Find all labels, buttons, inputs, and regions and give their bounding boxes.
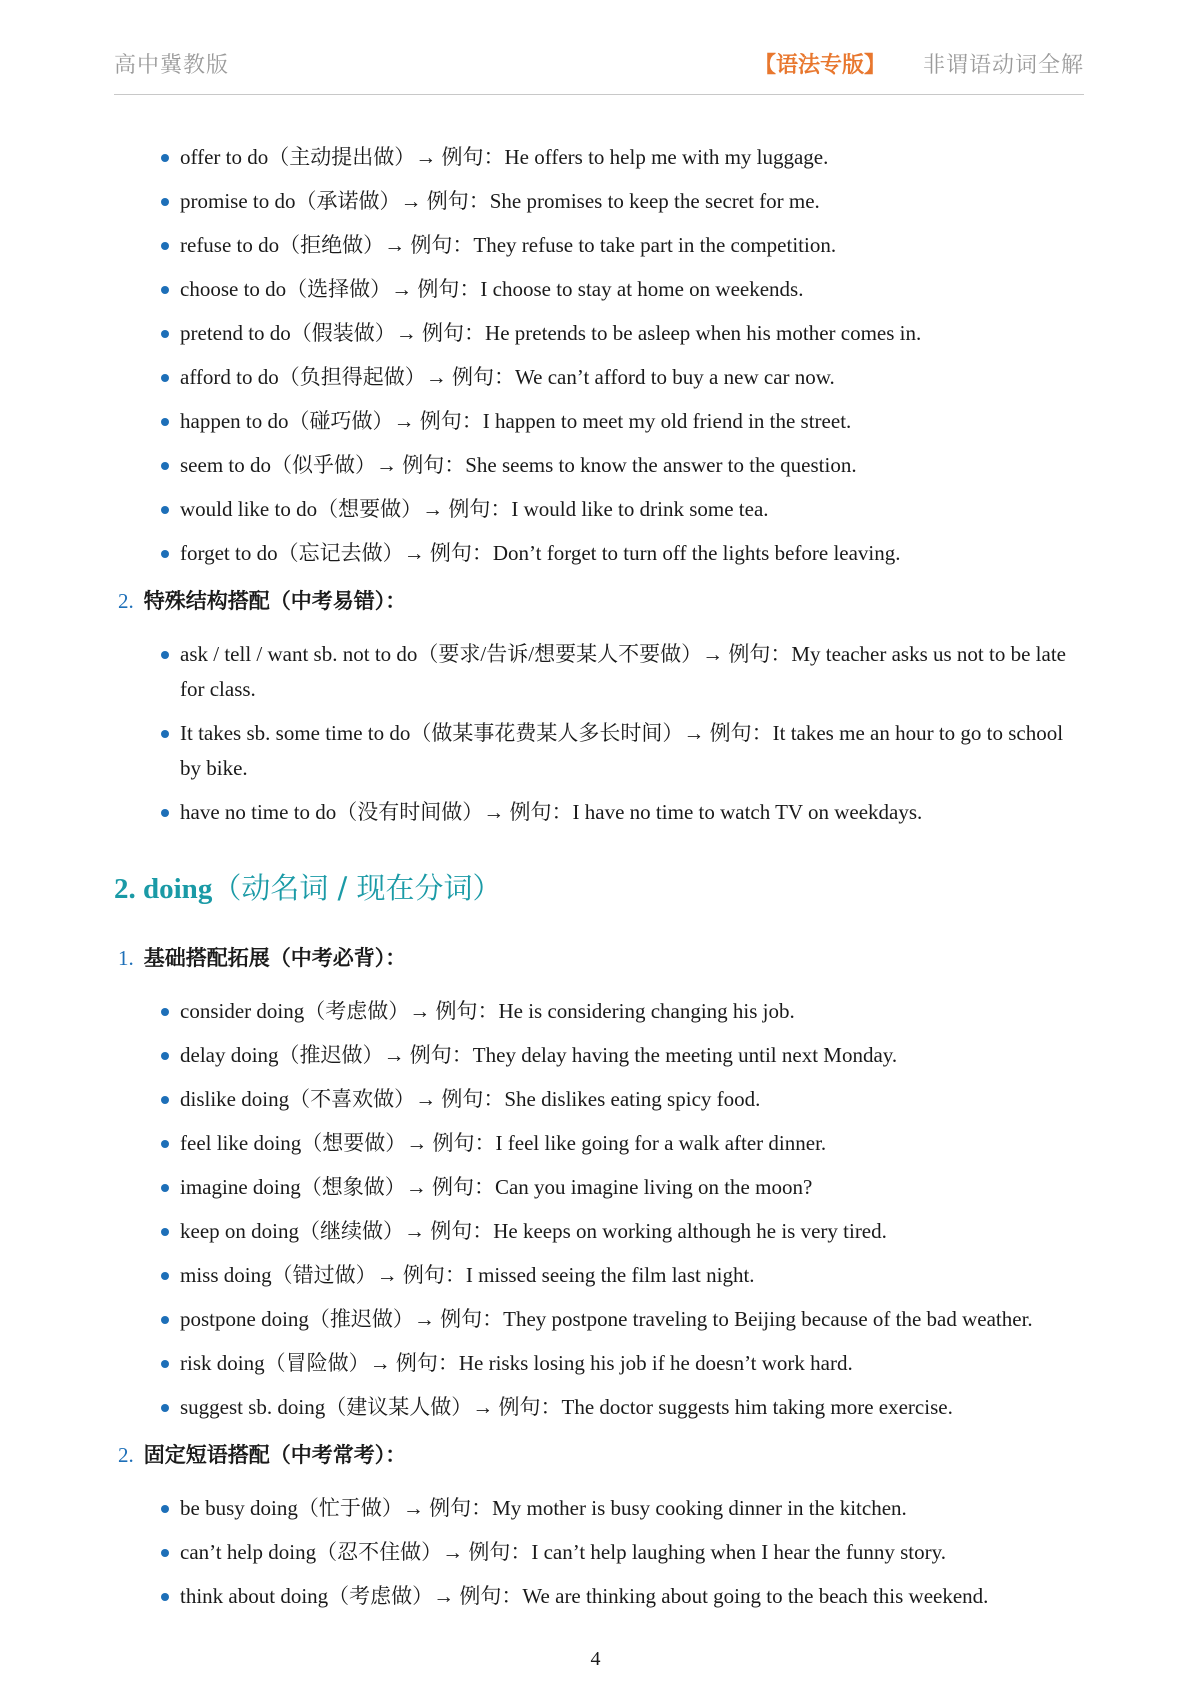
fixed-phrases-list [114, 1491, 1084, 1614]
page-content [114, 140, 1084, 1623]
subheading-text: 特殊结构搭配（中考易错）： [143, 589, 407, 613]
list-item: promise to do（承诺做）→ 例句：She promises to keep the secret for me. [114, 184, 1084, 219]
section-heading-subtitle: （动名词 / 现在分词） [212, 871, 502, 905]
header-badge: 【语法专版】 [753, 53, 886, 78]
list-item: forget to do（忘记去做）→ 例句：Don’t forget to turn off the lights before leaving. [114, 536, 1084, 571]
list-item: seem to do（似乎做）→ 例句：She seems to know the answer to the question. [114, 448, 1084, 483]
list-item: postpone doing（推迟做）→ 例句：They postpone traveling to Beijing because of the bad weather. [114, 1302, 1084, 1337]
list-item: imagine doing（想象做）→ 例句：Can you imagine living on the moon? [114, 1170, 1084, 1205]
subheading-number: 2. [118, 1443, 134, 1467]
header-textbook-label: 高中冀教版 [114, 53, 230, 78]
list-item: delay doing（推迟做）→ 例句：They delay having the meeting until next Monday. [114, 1038, 1084, 1073]
list-item: would like to do（想要做）→ 例句：I would like to drink some tea. [114, 492, 1084, 527]
list-item: dislike doing（不喜欢做）→ 例句：She dislikes eating spicy food. [114, 1082, 1084, 1117]
list-item: have no time to do（没有时间做）→ 例句：I have no time to watch TV on weekdays. [114, 795, 1084, 830]
list-item: afford to do（负担得起做）→ 例句：We can’t afford to buy a new car now. [114, 360, 1084, 395]
list-item: miss doing（错过做）→ 例句：I missed seeing the film last night. [114, 1258, 1084, 1293]
list-item: It takes sb. some time to do（做某事花费某人多长时间）→ 例句：It takes me an hour to go to school by bike. [114, 716, 1084, 786]
list-item: think about doing（考虑做）→ 例句：We are thinking about going to the beach this weekend. [114, 1579, 1084, 1614]
list-item: keep on doing（继续做）→ 例句：He keeps on working although he is very tired. [114, 1214, 1084, 1249]
page-header [114, 44, 1084, 95]
subheading-number: 1. [118, 946, 134, 970]
list-item: choose to do（选择做）→ 例句：I choose to stay at home on weekends. [114, 272, 1084, 307]
header-title: 非谓语动词全解 [922, 53, 1084, 78]
list-item: refuse to do（拒绝做）→ 例句：They refuse to take part in the competition. [114, 228, 1084, 263]
list-item: consider doing（考虑做）→ 例句：He is considering changing his job. [114, 994, 1084, 1029]
header-right-group [754, 48, 1084, 79]
page-number: 4 [590, 1648, 601, 1670]
list-item: ask / tell / want sb. not to do（要求/告诉/想要某人不要做）→ 例句：My teacher asks us not to be late for class. [114, 637, 1084, 707]
list-item: risk doing（冒险做）→ 例句：He risks losing his job if he doesn’t work hard. [114, 1346, 1084, 1381]
list-item: pretend to do（假装做）→ 例句：He pretends to be asleep when his mother comes in. [114, 316, 1084, 351]
to-do-basic-list [114, 140, 1084, 571]
subheading-text: 基础搭配拓展（中考必背）： [143, 946, 407, 970]
list-item: offer to do（主动提出做）→ 例句：He offers to help me with my luggage. [114, 140, 1084, 175]
doing-basic-list [114, 994, 1084, 1425]
list-item: be busy doing（忙于做）→ 例句：My mother is busy cooking dinner in the kitchen. [114, 1491, 1084, 1526]
subheading-number: 2. [118, 589, 134, 613]
subheading-special-structures [118, 584, 1084, 619]
list-item: suggest sb. doing（建议某人做）→ 例句：The doctor suggests him taking more exercise. [114, 1390, 1084, 1425]
subheading-text: 固定短语搭配（中考常考）： [143, 1443, 407, 1467]
section-heading-doing [114, 866, 1084, 907]
subheading-basic-collocations [118, 941, 1084, 976]
section-heading-label: 2. doing [114, 873, 213, 905]
list-item: feel like doing（想要做）→ 例句：I feel like going for a walk after dinner. [114, 1126, 1084, 1161]
list-item: can’t help doing（忍不住做）→ 例句：I can’t help laughing when I hear the funny story. [114, 1535, 1084, 1570]
list-item: happen to do（碰巧做）→ 例句：I happen to meet my old friend in the street. [114, 404, 1084, 439]
special-structures-list [114, 637, 1084, 830]
subheading-fixed-phrases [118, 1438, 1084, 1473]
